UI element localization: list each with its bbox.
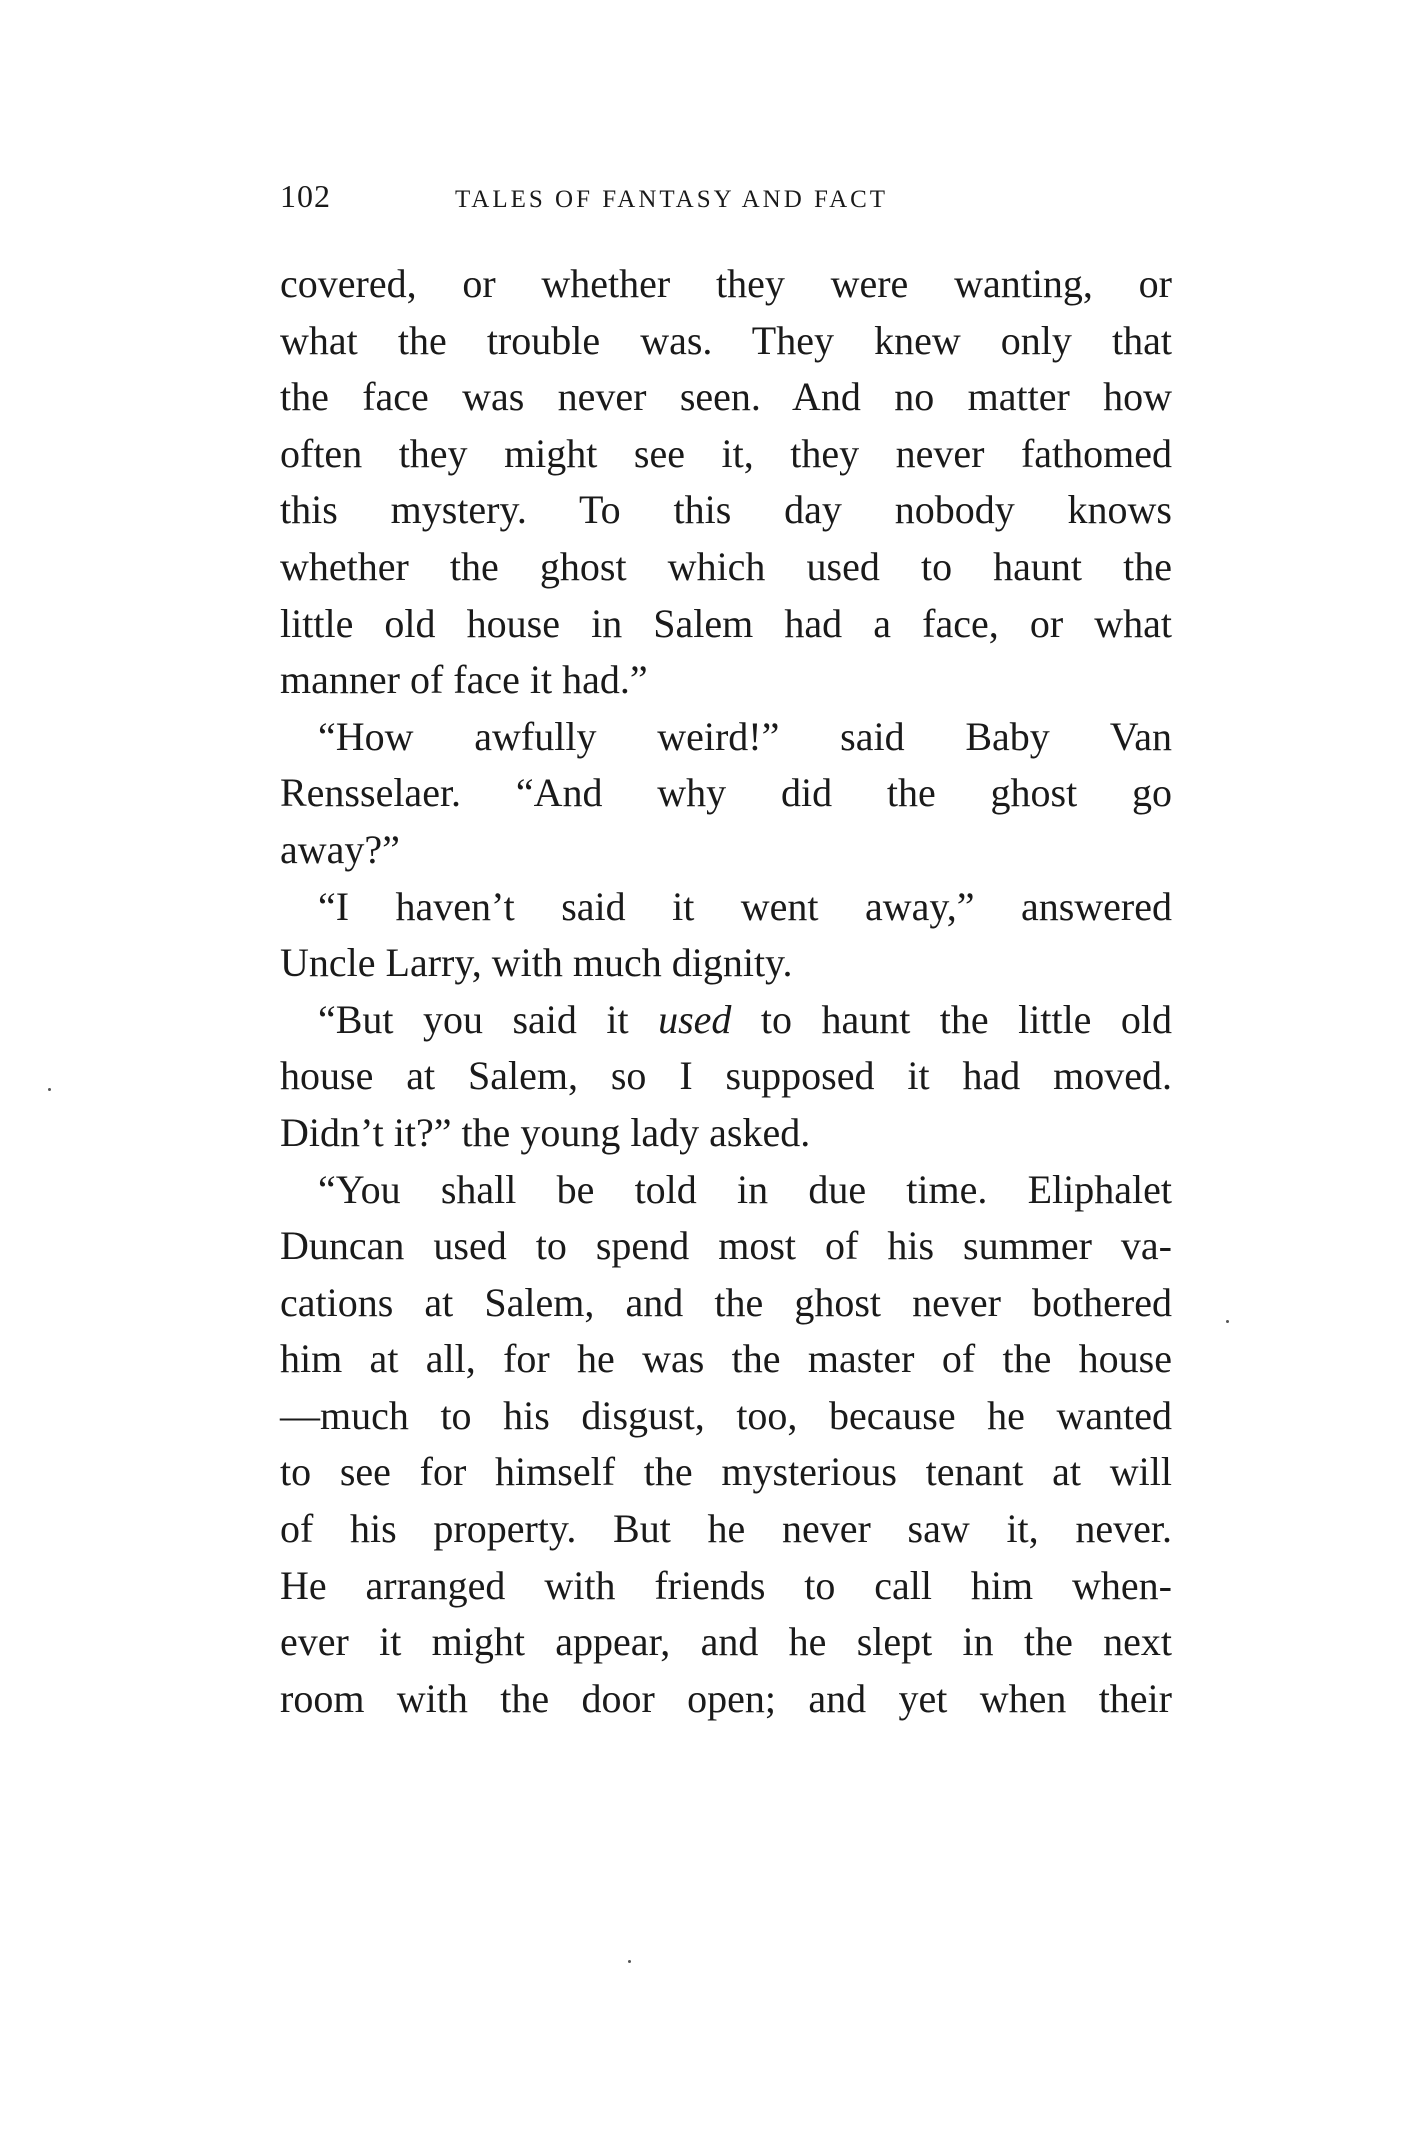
text-line: of his property. But he never saw it, never. xyxy=(280,1506,1172,1552)
text-line: covered, or whether they were wanting, or xyxy=(280,261,1172,306)
text-line: room with the door open; and yet when their xyxy=(280,1675,1172,1721)
text-line: Didn’t it?” the young lady asked. xyxy=(280,1109,811,1155)
text-line: “You shall be told in due time. Eliphalet xyxy=(318,1166,1172,1212)
page-number: 102 xyxy=(280,178,331,214)
text-fragment: “But you said it xyxy=(318,996,629,1042)
text-line: ever it might appear, and he slept in the next xyxy=(280,1619,1172,1665)
text-fragment: to haunt the little old xyxy=(760,996,1173,1042)
text-line: “How awfully weird!” said Baby Van xyxy=(318,713,1172,759)
page-header xyxy=(280,178,1160,228)
text-line: —much to his disgust, too, because he wanted xyxy=(280,1392,1172,1438)
running-title: TALES OF FANTASY AND FACT xyxy=(455,186,889,213)
text-line: manner of face it had.” xyxy=(280,657,648,703)
text-line: “I haven’t said it went away,” answered xyxy=(318,883,1172,929)
text-line: He arranged with friends to call him when- xyxy=(280,1562,1172,1608)
text-line: Uncle Larry, with much dignity. xyxy=(280,940,793,986)
text-line: little old house in Salem had a face, or what xyxy=(280,600,1172,646)
text-line: the face was never seen. And no matter how xyxy=(280,374,1172,420)
text-line: this mystery. To this day nobody knows xyxy=(280,487,1172,533)
text-line: house at Salem, so I supposed it had moved. xyxy=(280,1053,1172,1099)
paper-speck xyxy=(628,1960,631,1963)
paper-speck xyxy=(1226,1320,1229,1323)
text-line-with-italic xyxy=(280,992,1172,1049)
italic-word: used xyxy=(658,996,732,1042)
text-line: Duncan used to spend most of his summer va- xyxy=(280,1223,1172,1269)
text-line: him at all, for he was the master of the house xyxy=(280,1336,1172,1382)
text-line: often they might see it, they never fathomed xyxy=(280,430,1172,476)
text-line: cations at Salem, and the ghost never bothered xyxy=(280,1279,1172,1325)
text-line: what the trouble was. They knew only that xyxy=(280,317,1172,363)
text-line: whether the ghost which used to haunt the xyxy=(280,543,1172,589)
text-line: to see for himself the mysterious tenant at will xyxy=(280,1449,1172,1495)
text-line: away?” xyxy=(280,826,400,872)
body-text xyxy=(280,256,1172,1727)
text-line: Rensselaer. “And why did the ghost go xyxy=(280,770,1172,816)
paper-speck xyxy=(48,1088,51,1091)
